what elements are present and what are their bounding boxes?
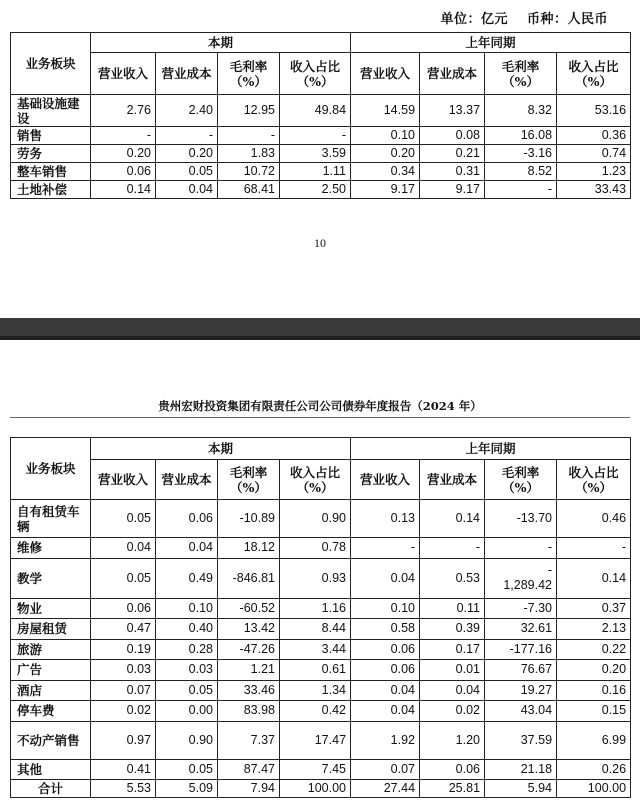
- table-row: [11, 701, 631, 722]
- current-revenue-cell: 2.76: [91, 95, 156, 127]
- prior-revenue-share-cell: 0.26: [557, 759, 631, 780]
- current-revenue-cell: 0.02: [91, 701, 156, 722]
- segment-cell: 物业: [11, 598, 91, 619]
- current-gross-margin-cell: 87.47: [218, 759, 280, 780]
- segment-cell: 不动产销售: [11, 721, 91, 759]
- segment-cell: 维修: [11, 538, 91, 559]
- current-cost-cell: 0.90: [156, 721, 218, 759]
- header-current-period: 本期: [91, 438, 351, 460]
- current-revenue-cell: 0.06: [91, 163, 156, 181]
- current-revenue-share-cell: 2.50: [280, 181, 351, 199]
- table-total-row: [11, 780, 631, 798]
- prior-cost-cell: 0.04: [420, 680, 485, 701]
- prior-revenue-share-cell: 33.43: [557, 181, 631, 199]
- prior-revenue-share-cell: 100.00: [557, 780, 631, 798]
- segment-cell: 基础设施建设: [11, 95, 91, 127]
- segment-cell: 自有租赁车辆: [11, 500, 91, 538]
- segment-cell: 房屋租赁: [11, 619, 91, 640]
- current-revenue-cell: 0.47: [91, 619, 156, 640]
- report-title: 贵州宏财投资集团有限责任公司公司债券年度报告（2024 年）: [158, 399, 482, 413]
- current-cost-cell: 0.10: [156, 598, 218, 619]
- header-cost-prior: 营业成本: [420, 460, 485, 500]
- current-revenue-share-cell: 1.11: [280, 163, 351, 181]
- table-row: [11, 721, 631, 759]
- table-row: [11, 127, 631, 145]
- table-row: [11, 619, 631, 640]
- segment-cell: 广告: [11, 660, 91, 681]
- prior-gross-margin-cell: -7.30: [485, 598, 557, 619]
- current-gross-margin-cell: 18.12: [218, 538, 280, 559]
- prior-gross-margin-cell: -: [485, 538, 557, 559]
- segment-cell: 停车费: [11, 701, 91, 722]
- segment-cell: 旅游: [11, 639, 91, 660]
- prior-cost-cell: 13.37: [420, 95, 485, 127]
- current-cost-cell: 0.28: [156, 639, 218, 660]
- current-cost-cell: 0.49: [156, 558, 218, 598]
- header-segment: 业务板块: [11, 438, 91, 500]
- current-revenue-cell: 0.20: [91, 145, 156, 163]
- current-cost-cell: 0.20: [156, 145, 218, 163]
- current-revenue-cell: 5.53: [91, 780, 156, 798]
- prior-revenue-share-cell: 0.46: [557, 500, 631, 538]
- page-number: 10: [314, 236, 326, 250]
- current-gross-margin-cell: -47.26: [218, 639, 280, 660]
- table-row: [11, 759, 631, 780]
- header-revenue-prior: 营业收入: [351, 53, 420, 95]
- segment-cell: 销售: [11, 127, 91, 145]
- current-revenue-cell: 0.19: [91, 639, 156, 660]
- current-revenue-share-cell: 3.44: [280, 639, 351, 660]
- current-revenue-share-cell: 1.34: [280, 680, 351, 701]
- prior-cost-cell: 0.17: [420, 639, 485, 660]
- current-gross-margin-cell: 10.72: [218, 163, 280, 181]
- current-revenue-share-cell: 49.84: [280, 95, 351, 127]
- current-gross-margin-cell: 7.94: [218, 780, 280, 798]
- prior-gross-margin-cell: 16.08: [485, 127, 557, 145]
- current-cost-cell: 2.40: [156, 95, 218, 127]
- current-revenue-cell: 0.41: [91, 759, 156, 780]
- current-cost-cell: 0.05: [156, 680, 218, 701]
- prior-gross-margin-cell: -13.70: [485, 500, 557, 538]
- prior-revenue-share-cell: 2.13: [557, 619, 631, 640]
- current-cost-cell: -: [156, 127, 218, 145]
- header-revenue-share-prior: 收入占比（%）: [557, 460, 631, 500]
- segment-revenue-table-top: [10, 32, 631, 199]
- prior-revenue-share-cell: 0.37: [557, 598, 631, 619]
- prior-gross-margin-cell: 76.67: [485, 660, 557, 681]
- table-row: [11, 145, 631, 163]
- prior-cost-cell: 0.31: [420, 163, 485, 181]
- prior-gross-margin-cell: 32.61: [485, 619, 557, 640]
- prior-revenue-cell: 0.04: [351, 701, 420, 722]
- header-gross-margin: 毛利率（%）: [218, 460, 280, 500]
- current-cost-cell: 0.04: [156, 538, 218, 559]
- current-revenue-share-cell: 17.47: [280, 721, 351, 759]
- current-revenue-share-cell: 100.00: [280, 780, 351, 798]
- prior-cost-cell: 9.17: [420, 181, 485, 199]
- page-separator: [0, 318, 640, 340]
- header-gross-margin-prior: 毛利率（%）: [485, 53, 557, 95]
- prior-cost-cell: 25.81: [420, 780, 485, 798]
- current-gross-margin-cell: 7.37: [218, 721, 280, 759]
- table-row: [11, 639, 631, 660]
- prior-gross-margin-cell: 8.52: [485, 163, 557, 181]
- current-cost-cell: 0.05: [156, 163, 218, 181]
- current-revenue-share-cell: 8.44: [280, 619, 351, 640]
- current-cost-cell: 0.05: [156, 759, 218, 780]
- segment-cell: 整车销售: [11, 163, 91, 181]
- table-row: [11, 538, 631, 559]
- table-row: [11, 500, 631, 538]
- current-gross-margin-cell: -: [218, 127, 280, 145]
- prior-revenue-share-cell: 53.16: [557, 95, 631, 127]
- table-row: [11, 598, 631, 619]
- prior-revenue-cell: 0.34: [351, 163, 420, 181]
- current-gross-margin-cell: 13.42: [218, 619, 280, 640]
- header-cost: 营业成本: [156, 460, 218, 500]
- prior-revenue-cell: 14.59: [351, 95, 420, 127]
- prior-revenue-cell: 0.07: [351, 759, 420, 780]
- prior-revenue-cell: 1.92: [351, 721, 420, 759]
- header-current-period: 本期: [91, 33, 351, 53]
- header-cost-prior: 营业成本: [420, 53, 485, 95]
- current-revenue-cell: 0.97: [91, 721, 156, 759]
- current-revenue-share-cell: 0.93: [280, 558, 351, 598]
- segment-cell: 土地补偿: [11, 181, 91, 199]
- prior-gross-margin-cell: -: [485, 181, 557, 199]
- prior-revenue-cell: -: [351, 538, 420, 559]
- unit-label: 单位：亿元: [440, 12, 508, 27]
- current-revenue-share-cell: 0.90: [280, 500, 351, 538]
- prior-gross-margin-cell: 21.18: [485, 759, 557, 780]
- current-revenue-cell: 0.05: [91, 500, 156, 538]
- header-gross-margin-prior: 毛利率（%）: [485, 460, 557, 500]
- prior-gross-margin-cell: [485, 558, 557, 598]
- header-segment: 业务板块: [11, 33, 91, 95]
- top-page: [0, 0, 640, 318]
- current-revenue-share-cell: 3.59: [280, 145, 351, 163]
- unit-currency-line: [426, 8, 608, 27]
- prior-revenue-share-cell: 0.15: [557, 701, 631, 722]
- current-gross-margin-cell: 12.95: [218, 95, 280, 127]
- prior-revenue-cell: 9.17: [351, 181, 420, 199]
- segment-revenue-table-bottom: [10, 437, 631, 798]
- current-gross-margin-cell: -10.89: [218, 500, 280, 538]
- prior-revenue-cell: 0.06: [351, 660, 420, 681]
- current-gross-margin-cell: 83.98: [218, 701, 280, 722]
- minus-sign: -: [547, 563, 553, 577]
- prior-revenue-cell: 0.10: [351, 598, 420, 619]
- current-revenue-share-cell: 0.42: [280, 701, 351, 722]
- prior-revenue-cell: 0.10: [351, 127, 420, 145]
- header-revenue-share: 收入占比（%）: [280, 53, 351, 95]
- magnitude: 1,289.42: [503, 578, 553, 592]
- header-revenue-share-prior: 收入占比（%）: [557, 53, 631, 95]
- prior-revenue-share-cell: 0.36: [557, 127, 631, 145]
- prior-cost-cell: 0.06: [420, 759, 485, 780]
- current-cost-cell: 0.03: [156, 660, 218, 681]
- prior-gross-margin-cell: 37.59: [485, 721, 557, 759]
- header-prior-period: 上年同期: [351, 438, 631, 460]
- prior-cost-cell: 0.11: [420, 598, 485, 619]
- prior-revenue-share-cell: 0.74: [557, 145, 631, 163]
- prior-cost-cell: 0.08: [420, 127, 485, 145]
- current-revenue-cell: 0.04: [91, 538, 156, 559]
- prior-cost-cell: 0.01: [420, 660, 485, 681]
- prior-revenue-cell: 0.06: [351, 639, 420, 660]
- prior-revenue-share-cell: 0.22: [557, 639, 631, 660]
- current-revenue-cell: 0.06: [91, 598, 156, 619]
- current-gross-margin-cell: 1.21: [218, 660, 280, 681]
- prior-revenue-share-cell: 0.20: [557, 660, 631, 681]
- current-gross-margin-cell: 33.46: [218, 680, 280, 701]
- current-gross-margin-cell: 68.41: [218, 181, 280, 199]
- prior-gross-margin-cell: 43.04: [485, 701, 557, 722]
- prior-cost-cell: 0.21: [420, 145, 485, 163]
- prior-gross-margin-cell: -3.16: [485, 145, 557, 163]
- prior-revenue-cell: 0.58: [351, 619, 420, 640]
- prior-revenue-cell: 0.20: [351, 145, 420, 163]
- current-gross-margin-cell: -60.52: [218, 598, 280, 619]
- prior-gross-margin-cell: 5.94: [485, 780, 557, 798]
- current-revenue-share-cell: 1.16: [280, 598, 351, 619]
- header-revenue: 营业收入: [91, 460, 156, 500]
- table-bottom-body: [11, 500, 631, 798]
- segment-cell: 劳务: [11, 145, 91, 163]
- prior-revenue-cell: 0.13: [351, 500, 420, 538]
- header-cost: 营业成本: [156, 53, 218, 95]
- current-revenue-cell: 0.14: [91, 181, 156, 199]
- prior-revenue-share-cell: -: [557, 538, 631, 559]
- current-revenue-cell: 0.07: [91, 680, 156, 701]
- split-value: [489, 563, 552, 593]
- current-revenue-cell: 0.05: [91, 558, 156, 598]
- current-revenue-share-cell: 7.45: [280, 759, 351, 780]
- title-rule: [10, 417, 630, 418]
- current-cost-cell: 5.09: [156, 780, 218, 798]
- table-top-body: [11, 95, 631, 199]
- prior-cost-cell: 1.20: [420, 721, 485, 759]
- prior-revenue-share-cell: 0.14: [557, 558, 631, 598]
- segment-cell: 教学: [11, 558, 91, 598]
- current-revenue-share-cell: 0.61: [280, 660, 351, 681]
- segment-cell: 合计: [11, 780, 91, 798]
- prior-cost-cell: 0.53: [420, 558, 485, 598]
- currency-label: 币种：人民币: [526, 12, 608, 27]
- current-gross-margin-cell: 1.83: [218, 145, 280, 163]
- current-revenue-share-cell: 0.78: [280, 538, 351, 559]
- current-cost-cell: 0.06: [156, 500, 218, 538]
- header-revenue: 营业收入: [91, 53, 156, 95]
- header-gross-margin: 毛利率（%）: [218, 53, 280, 95]
- header-revenue-share: 收入占比（%）: [280, 460, 351, 500]
- table-row: [11, 660, 631, 681]
- segment-cell: 其他: [11, 759, 91, 780]
- prior-gross-margin-cell: 19.27: [485, 680, 557, 701]
- header-revenue-prior: 营业收入: [351, 460, 420, 500]
- prior-cost-cell: 0.02: [420, 701, 485, 722]
- bottom-page: [0, 340, 640, 810]
- prior-revenue-share-cell: 6.99: [557, 721, 631, 759]
- current-revenue-cell: -: [91, 127, 156, 145]
- prior-revenue-cell: 0.04: [351, 680, 420, 701]
- segment-cell: 酒店: [11, 680, 91, 701]
- header-prior-period: 上年同期: [351, 33, 631, 53]
- prior-revenue-cell: 0.04: [351, 558, 420, 598]
- current-cost-cell: 0.00: [156, 701, 218, 722]
- current-gross-margin-cell: -846.81: [218, 558, 280, 598]
- table-row: [11, 163, 631, 181]
- prior-revenue-share-cell: 0.16: [557, 680, 631, 701]
- prior-gross-margin-cell: 8.32: [485, 95, 557, 127]
- prior-gross-margin-cell: -177.16: [485, 639, 557, 660]
- current-cost-cell: 0.04: [156, 181, 218, 199]
- current-revenue-share-cell: -: [280, 127, 351, 145]
- table-row: [11, 95, 631, 127]
- prior-revenue-cell: 27.44: [351, 780, 420, 798]
- prior-cost-cell: 0.39: [420, 619, 485, 640]
- current-cost-cell: 0.40: [156, 619, 218, 640]
- table-row: [11, 181, 631, 199]
- prior-cost-cell: -: [420, 538, 485, 559]
- prior-cost-cell: 0.14: [420, 500, 485, 538]
- table-row: [11, 558, 631, 598]
- table-row: [11, 680, 631, 701]
- prior-revenue-share-cell: 1.23: [557, 163, 631, 181]
- current-revenue-cell: 0.03: [91, 660, 156, 681]
